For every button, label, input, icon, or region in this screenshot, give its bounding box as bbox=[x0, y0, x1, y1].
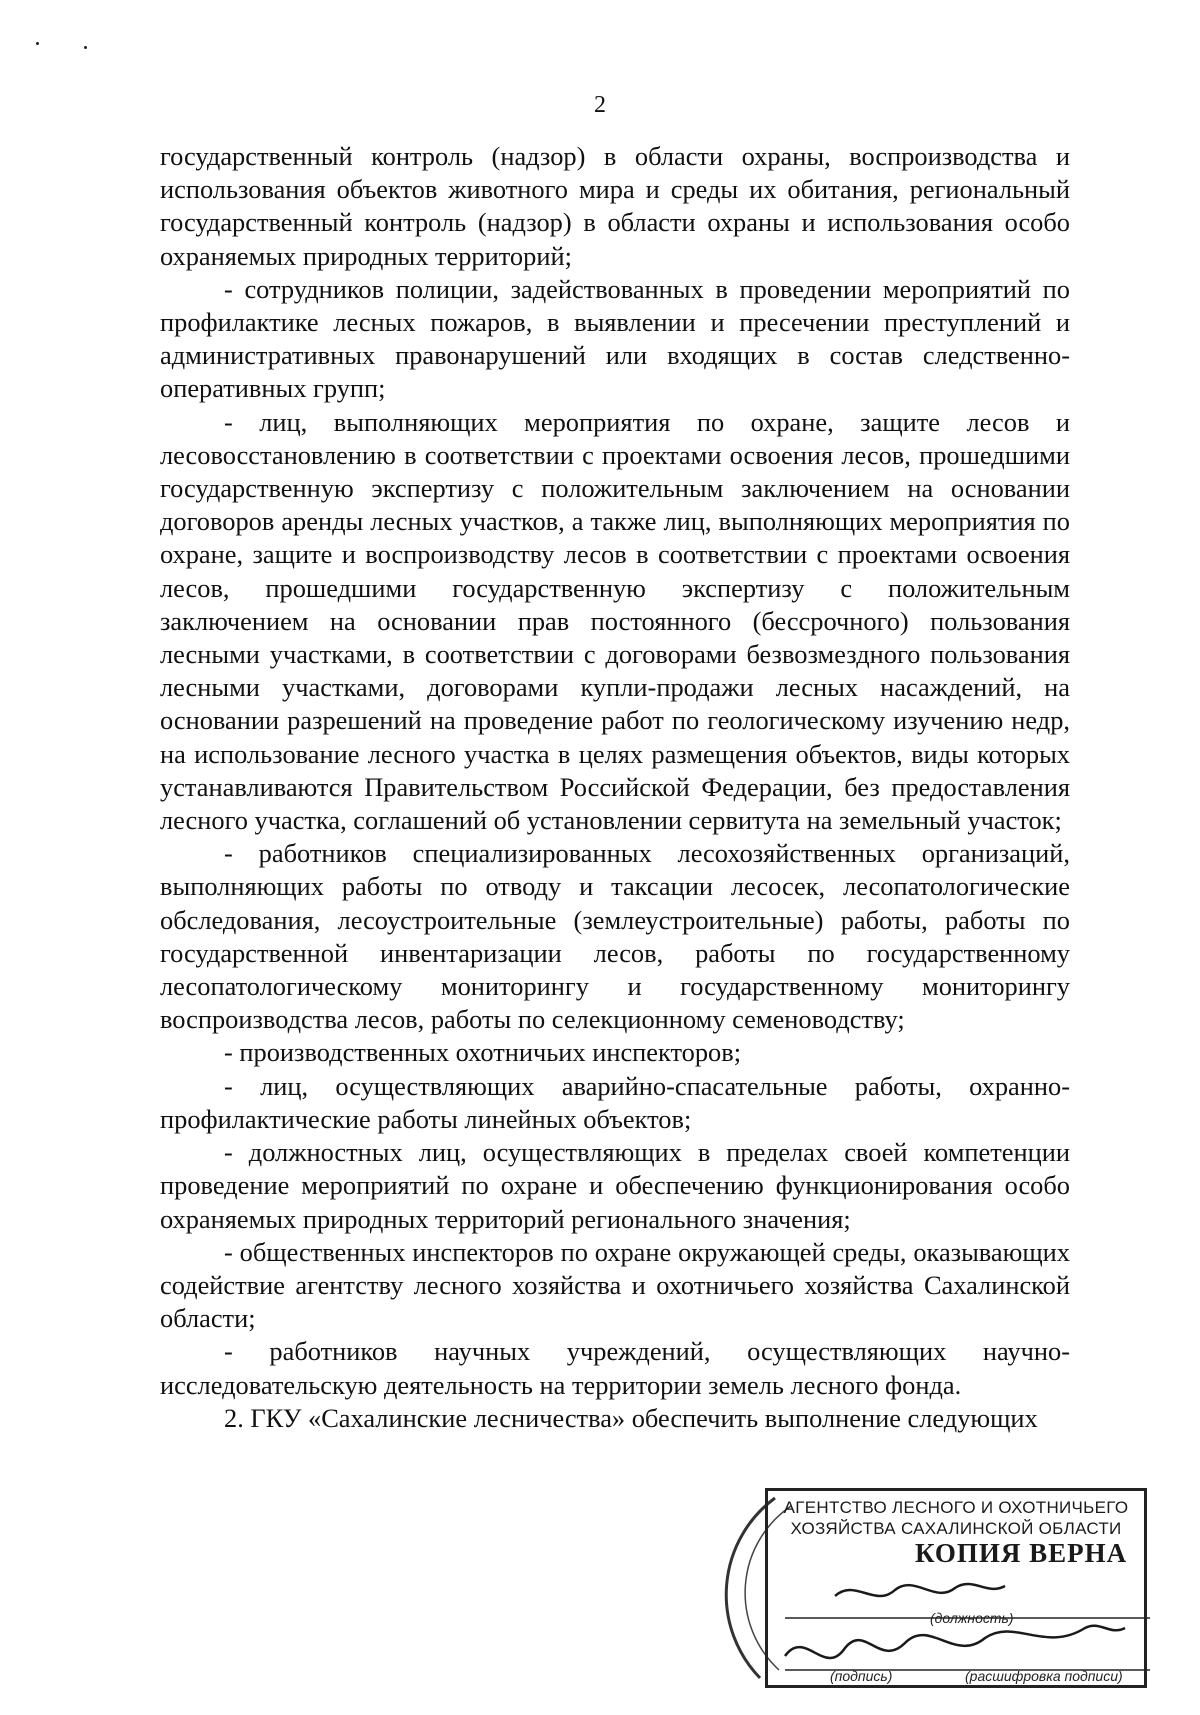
copy-certified-stamp bbox=[765, 1488, 1155, 1693]
list-item-officials: - должностных лиц, осуществляющих в пределах своей компетенции проведение мероприятий по охране и обеспечению функционирования особо охраняемых природных территорий регионального значения; bbox=[160, 1137, 1070, 1234]
list-item-scientists: - работников научных учреждений, осуществляющих научно-исследовательскую деятельность на территории земель лесного фонда. bbox=[160, 1336, 1070, 1400]
list-item-hunting-inspectors: - производственных охотничьих инспекторов; bbox=[224, 1037, 742, 1068]
list-item-public-inspectors: - общественных инспекторов по охране окружающей среды, оказывающих содействие агентству лесного хозяйства и охотничьего хозяйства Сахалинской области; bbox=[160, 1236, 1070, 1334]
stamp-frame bbox=[765, 1488, 1147, 1688]
page-number: 2 bbox=[594, 92, 606, 118]
stamp-caption-signature: (подпись) bbox=[830, 1668, 893, 1684]
scan-speck bbox=[36, 42, 39, 45]
stamp-agency-line1: АГЕНТСТВО ЛЕСНОГО И ОХОТНИЧЬЕГО bbox=[783, 1498, 1129, 1517]
list-item-rescue-workers: - лиц, осуществляющих аварийно-спасательные работы, охранно-профилактические работы линейных объектов; bbox=[160, 1070, 1070, 1134]
document-body bbox=[160, 140, 1070, 1435]
list-item-police: - сотрудников полиции, задействованных в проведении мероприятий по профилактике лесных пожаров, в выявлении и пресечении преступлений и административных правонарушений или входящих в состав следственно-оперативных групп; bbox=[160, 273, 1070, 404]
scan-speck bbox=[84, 46, 87, 49]
paragraph-continuation: государственный контроль (надзор) в области охраны, воспроизводства и использования объектов животного мира и среды их обитания, региональный государственный контроль (надзор) в области охраны и использования особо охраняемых природных территорий; bbox=[160, 141, 1070, 271]
paragraph-section-2: 2. ГКУ «Сахалинские лесничества» обеспечить выполнение следующих bbox=[224, 1402, 1038, 1433]
list-item-forest-workers: - лиц, выполняющих мероприятия по охране, защите лесов и лесовосстановлению в соответствии с проектами освоения лесов, прошедшими государственную экспертизу с положительным заключением на основании договоров аренды лесных участков, а также лиц, выполняющих мероприятия по охране, защите и воспроизводству лесов в соответствии с проектами освоения лесов, прошедшими государственную экспертизу с положительным заключением на основании прав постоянного (бессрочного) пользования лесными участками, в соответствии с договорами безвозмездного пользования лесными участками, договорами купли-продажи лесных насаждений, на основании разрешений на проведение работ по геологическому изучению недр, на использование лесного участка в целях размещения объектов, виды которых устанавливаются Правительством Российской Федерации, без предоставления лесного участка, соглашений об установлении сервитута на земельный участок; bbox=[160, 406, 1070, 836]
list-item-specialized-organizations: - работников специализированных лесохозяйственных организаций, выполняющих работы по отводу и таксации лесосек, лесопатологические обследования, лесоустроительные (землеустроительные) работы, работы по государственной инвентаризации лесов, работы по государственному лесопатологическому мониторингу и государственному мониторингу воспроизводства лесов, работы по селекционному семеноводству; bbox=[160, 838, 1070, 1035]
stamp-caption-decoding: (расшифровка подписи) bbox=[965, 1668, 1123, 1684]
stamp-title: КОПИЯ ВЕРНА bbox=[915, 1538, 1128, 1568]
stamp-agency-line2: ХОЗЯЙСТВА САХАЛИНСКОЙ ОБЛАСТИ bbox=[790, 1519, 1122, 1538]
stamp-caption-position: (должность) bbox=[930, 1610, 1014, 1626]
